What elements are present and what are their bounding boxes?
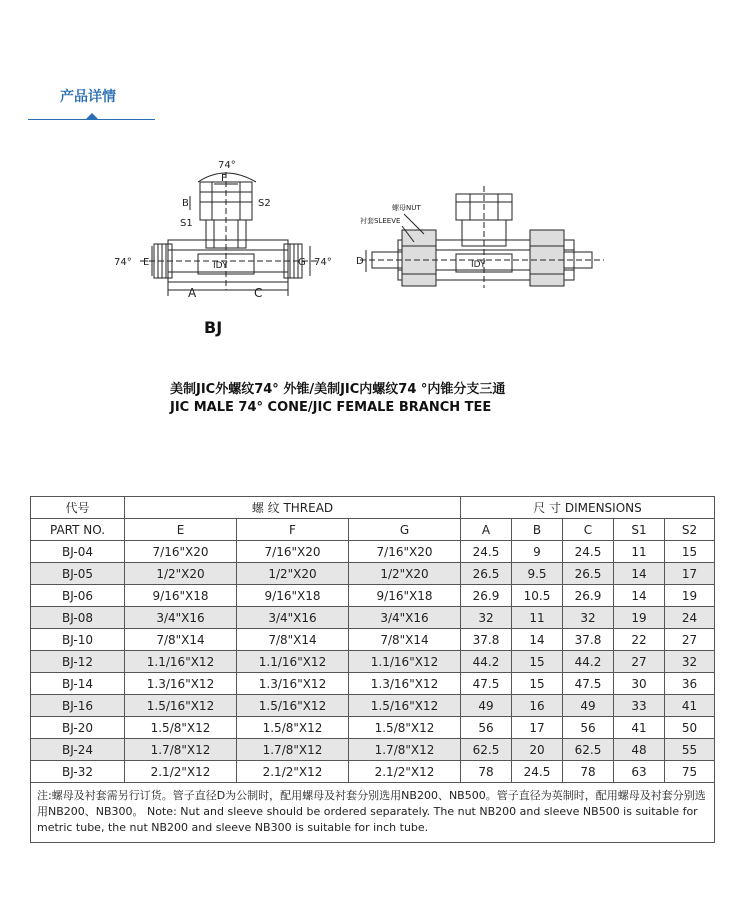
table-row <box>31 695 715 717</box>
table-cell: 62.5 <box>563 739 614 761</box>
table-cell: 47.5 <box>461 673 512 695</box>
table-cell: 78 <box>461 761 512 783</box>
table-cell: 1.1/16"X12 <box>237 651 349 673</box>
header-thread: 螺 纹 THREAD <box>125 497 461 519</box>
table-cell: 1.1/16"X12 <box>125 651 237 673</box>
table-cell: 37.8 <box>563 629 614 651</box>
table-cell: 26.9 <box>461 585 512 607</box>
table-cell: 75 <box>665 761 715 783</box>
header-g: G <box>349 519 461 541</box>
table-cell: 48 <box>614 739 665 761</box>
table-cell: 1.3/16"X12 <box>349 673 461 695</box>
table-cell: 19 <box>665 585 715 607</box>
table-cell: BJ-10 <box>31 629 125 651</box>
table-cell: 24 <box>665 607 715 629</box>
table-cell: 26.9 <box>563 585 614 607</box>
header-b: B <box>512 519 563 541</box>
header-dimensions: 尺 寸 DIMENSIONS <box>461 497 715 519</box>
table-cell: 41 <box>665 695 715 717</box>
table-cell: 14 <box>512 629 563 651</box>
table-cell: 56 <box>461 717 512 739</box>
table-cell: 7/8"X14 <box>237 629 349 651</box>
table-cell: 44.2 <box>563 651 614 673</box>
dim-s2-label: S2 <box>258 198 271 209</box>
table-cell: 24.5 <box>461 541 512 563</box>
idy-mark-left: IDY <box>213 261 228 271</box>
table-cell: 55 <box>665 739 715 761</box>
product-title-en: JIC MALE 74° CONE/JIC FEMALE BRANCH TEE <box>170 400 492 415</box>
tab-indicator-notch <box>86 113 98 119</box>
table-cell: BJ-32 <box>31 761 125 783</box>
table-cell: 14 <box>614 585 665 607</box>
table-row <box>31 607 715 629</box>
table-cell: BJ-05 <box>31 563 125 585</box>
table-cell: 33 <box>614 695 665 717</box>
table-cell: 2.1/2"X12 <box>349 761 461 783</box>
table-cell: 2.1/2"X12 <box>125 761 237 783</box>
dim-a-label: A <box>188 286 197 300</box>
dim-s1-label: S1 <box>180 218 193 229</box>
table-cell: 32 <box>665 651 715 673</box>
header-e: E <box>125 519 237 541</box>
table-cell: 7/16"X20 <box>349 541 461 563</box>
dim-b-label: B <box>182 198 189 209</box>
table-header-row-1 <box>31 497 715 519</box>
table-cell: 1.5/16"X12 <box>237 695 349 717</box>
model-code: BJ <box>204 318 223 337</box>
table-cell: 7/16"X20 <box>237 541 349 563</box>
tab-title[interactable]: 产品详情 <box>60 89 116 105</box>
table-cell: 36 <box>665 673 715 695</box>
table-row <box>31 541 715 563</box>
nut-label: 螺母NUT <box>392 204 421 212</box>
table-cell: BJ-04 <box>31 541 125 563</box>
table-cell: 19 <box>614 607 665 629</box>
table-cell: 32 <box>461 607 512 629</box>
table-cell: 9/16"X18 <box>125 585 237 607</box>
table-cell: 22 <box>614 629 665 651</box>
table-cell: 1.5/16"X12 <box>349 695 461 717</box>
table-cell: 7/16"X20 <box>125 541 237 563</box>
table-cell: BJ-24 <box>31 739 125 761</box>
sleeve-label: 衬套SLEEVE <box>360 217 401 225</box>
table-cell: 10.5 <box>512 585 563 607</box>
table-cell: 27 <box>614 651 665 673</box>
thread-e-label: E <box>143 257 150 268</box>
table-cell: 49 <box>461 695 512 717</box>
table-cell: 63 <box>614 761 665 783</box>
dim-d-label: D <box>356 256 364 267</box>
table-cell: BJ-06 <box>31 585 125 607</box>
table-cell: BJ-12 <box>31 651 125 673</box>
table-cell: 3/4"X16 <box>349 607 461 629</box>
angle-left-label: 74° <box>114 257 132 268</box>
table-cell: 9.5 <box>512 563 563 585</box>
table-cell: 1.3/16"X12 <box>125 673 237 695</box>
table-row <box>31 585 715 607</box>
table-cell: 47.5 <box>563 673 614 695</box>
dimensions-table <box>30 496 715 843</box>
table-row <box>31 761 715 783</box>
table-cell: 14 <box>614 563 665 585</box>
table-row <box>31 673 715 695</box>
angle-top-label: 74° <box>218 160 236 171</box>
table-cell: 78 <box>563 761 614 783</box>
table-cell: 41 <box>614 717 665 739</box>
table-cell: 15 <box>665 541 715 563</box>
header-f: F <box>237 519 349 541</box>
table-header-row-2 <box>31 519 715 541</box>
table-row <box>31 717 715 739</box>
table-cell: BJ-08 <box>31 607 125 629</box>
idy-mark-right: IDY <box>471 260 486 270</box>
table-cell: 7/8"X14 <box>349 629 461 651</box>
table-cell: 26.5 <box>461 563 512 585</box>
table-cell: 1.5/8"X12 <box>349 717 461 739</box>
table-cell: 37.8 <box>461 629 512 651</box>
table-cell: 1.7/8"X12 <box>349 739 461 761</box>
table-cell: BJ-20 <box>31 717 125 739</box>
table-cell: 44.2 <box>461 651 512 673</box>
technical-drawing <box>0 150 750 310</box>
table-cell: 1.7/8"X12 <box>237 739 349 761</box>
table-cell: 32 <box>563 607 614 629</box>
table-cell: 56 <box>563 717 614 739</box>
thread-g-label: G <box>298 257 306 268</box>
thread-f-label: F <box>221 173 227 184</box>
table-cell: 3/4"X16 <box>125 607 237 629</box>
table-cell: 62.5 <box>461 739 512 761</box>
angle-right-label: 74° <box>314 257 332 268</box>
table-cell: 2.1/2"X12 <box>237 761 349 783</box>
table-cell: 1/2"X20 <box>349 563 461 585</box>
table-cell: 15 <box>512 651 563 673</box>
table-row <box>31 563 715 585</box>
table-cell: 24.5 <box>563 541 614 563</box>
tee-drawing-left <box>140 172 318 296</box>
table-cell: 26.5 <box>563 563 614 585</box>
table-cell: 9/16"X18 <box>349 585 461 607</box>
table-cell: 27 <box>665 629 715 651</box>
header-s1: S1 <box>614 519 665 541</box>
table-cell: 1.3/16"X12 <box>237 673 349 695</box>
table-cell: 1.5/8"X12 <box>237 717 349 739</box>
tee-assembly-drawing-right <box>360 186 604 288</box>
table-cell: 9 <box>512 541 563 563</box>
table-cell: 17 <box>665 563 715 585</box>
table-cell: BJ-14 <box>31 673 125 695</box>
table-cell: 7/8"X14 <box>125 629 237 651</box>
table-cell: 1.5/8"X12 <box>125 717 237 739</box>
order-note: 注:螺母及衬套需另行订货。管子直径D为公制时，配用螺母及衬套分别选用NB200、NB500。管子直径为英制时，配用螺母及衬套分别选用NB200、NB300。 Note: Nut and sleeve should be ordered separately. The nut NB200 and sleeve NB500 is suitable for metric tube, the nut NB200 and sleeve NB300 is suitable for inch tube. <box>31 783 715 843</box>
table-cell: 30 <box>614 673 665 695</box>
table-cell: 15 <box>512 673 563 695</box>
product-title-cn: 美制JIC外螺纹74° 外锥/美制JIC内螺纹74 °内锥分支三通 <box>170 382 506 397</box>
table-cell: 20 <box>512 739 563 761</box>
table-cell: 17 <box>512 717 563 739</box>
table-row <box>31 629 715 651</box>
header-part-no: PART NO. <box>31 519 125 541</box>
table-cell: 1/2"X20 <box>237 563 349 585</box>
table-cell: 24.5 <box>512 761 563 783</box>
table-cell: 1.7/8"X12 <box>125 739 237 761</box>
header-code-cn: 代号 <box>31 497 125 519</box>
table-cell: 3/4"X16 <box>237 607 349 629</box>
tab-underline <box>28 119 155 120</box>
header-c: C <box>563 519 614 541</box>
table-cell: 1.1/16"X12 <box>349 651 461 673</box>
table-cell: 11 <box>614 541 665 563</box>
table-cell: 11 <box>512 607 563 629</box>
dim-c-label: C <box>254 286 263 300</box>
table-cell: BJ-16 <box>31 695 125 717</box>
header-a: A <box>461 519 512 541</box>
table-cell: 1/2"X20 <box>125 563 237 585</box>
table-note-row <box>31 783 715 843</box>
table-cell: 1.5/16"X12 <box>125 695 237 717</box>
table-row <box>31 651 715 673</box>
table-cell: 16 <box>512 695 563 717</box>
table-row <box>31 739 715 761</box>
table-cell: 49 <box>563 695 614 717</box>
header-s2: S2 <box>665 519 715 541</box>
table-cell: 9/16"X18 <box>237 585 349 607</box>
table-cell: 50 <box>665 717 715 739</box>
